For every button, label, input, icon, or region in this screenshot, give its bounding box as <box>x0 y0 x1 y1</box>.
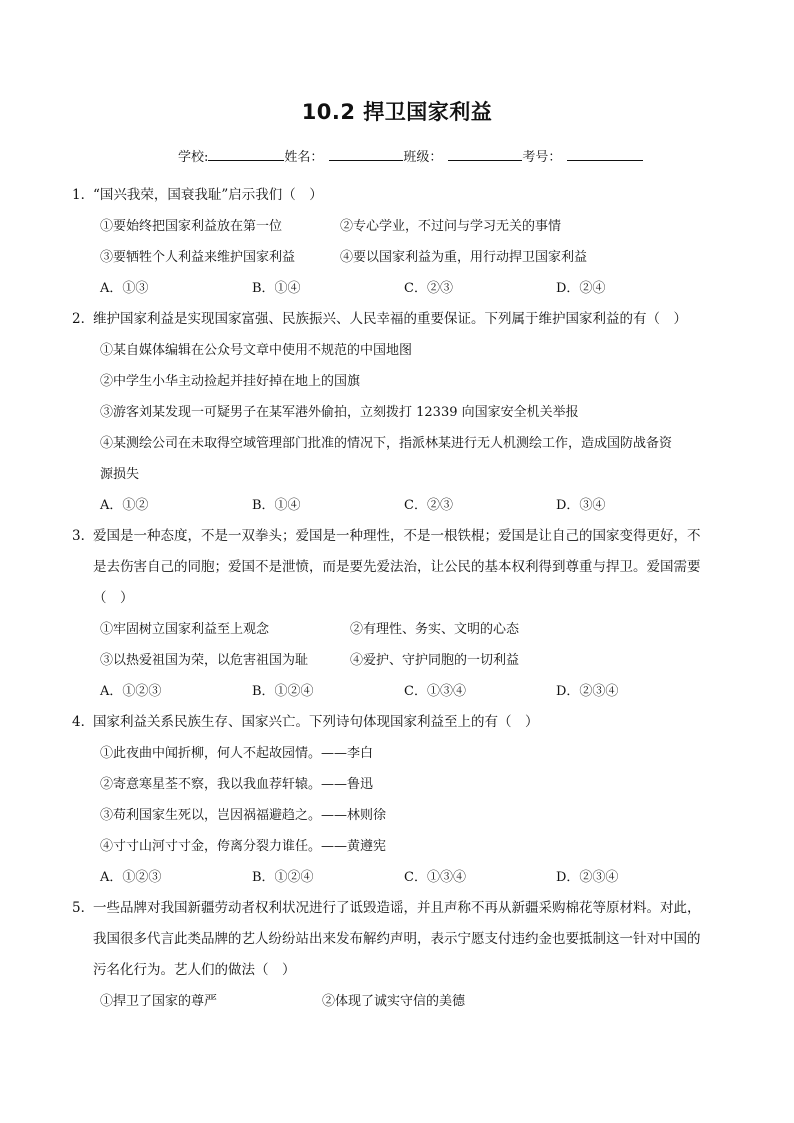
question-stem <box>72 304 732 335</box>
option-item-continuation: 源损失 <box>100 467 140 482</box>
choice-d[interactable]: D．②③④ <box>556 684 619 699</box>
option-item: ③苟利国家生死以，岂因祸福避趋之。——林则徐 <box>100 808 387 823</box>
question-text-line: 是去伤害自己的同胞；爱国不是泄愤，而是要先爱法治，让公民的基本权利得到尊重与捍卫。爱国需要 <box>93 559 701 575</box>
school-label: 学校: <box>178 150 209 165</box>
answer-choices <box>72 862 732 893</box>
choice-b[interactable]: B．①②④ <box>252 684 314 699</box>
question-3 <box>72 521 732 707</box>
option-item: ④寸寸山河寸寸金，侉离分裂力谁任。——黄遵宪 <box>100 839 387 854</box>
option-item: ③游客刘某发现一可疑男子在某军港外偷拍，立刻拨打 12339 向国家安全机关举报 <box>100 405 579 420</box>
question-text-line: （ ） <box>93 590 134 606</box>
question-5 <box>72 893 732 1017</box>
school-blank[interactable] <box>208 148 284 161</box>
question-4 <box>72 707 732 893</box>
option-item: ①某自媒体编辑在公众号文章中使用不规范的中国地图 <box>100 343 413 358</box>
option-item: ④某测绘公司在未取得空域管理部门批准的情况下，指派林某进行无人机测绘工作，造成国防战备资 <box>100 436 673 451</box>
option-item: ②体现了诚实守信的美德 <box>322 994 466 1009</box>
choice-d[interactable]: D．②④ <box>556 281 606 296</box>
choice-c[interactable]: C．②③ <box>404 498 453 513</box>
question-stem <box>72 521 732 614</box>
choice-a[interactable]: A．①②③ <box>100 870 162 885</box>
choice-d[interactable]: D．③④ <box>556 498 606 513</box>
answer-choices <box>72 273 732 304</box>
option-item: ②专心学业，不过问与学习无关的事情 <box>340 219 562 234</box>
option-item: ③以热爱祖国为荣，以危害祖国为耻 <box>100 653 309 668</box>
choice-b[interactable]: B．①④ <box>252 498 301 513</box>
option-item: ①捍卫了国家的尊严 <box>100 994 218 1009</box>
class-label: 班级： <box>403 150 443 165</box>
student-info-line <box>178 146 643 165</box>
question-text-line: 爱国是一种态度，不是一双拳头；爱国是一种理性，不是一根铁棍；爱国是让自己的国家变得更好，不 <box>93 528 701 544</box>
exam-no-blank[interactable] <box>567 148 643 161</box>
question-text: 维护国家利益是实现国家富强、民族振兴、人民幸福的重要保证。下列属于维护国家利益的有（ ） <box>93 311 687 327</box>
option-item: ①此夜曲中闻折柳，何人不起故园情。——李白 <box>100 746 374 761</box>
question-text: “国兴我荣，国衰我耻”启示我们（ ） <box>93 187 323 203</box>
question-2 <box>72 304 732 521</box>
question-1 <box>72 180 732 304</box>
option-item: ④要以国家利益为重，用行动捍卫国家利益 <box>340 250 588 265</box>
option-item: ①牢固树立国家利益至上观念 <box>100 622 270 637</box>
question-text: 国家利益关系民族生存、国家兴亡。下列诗句体现国家利益至上的有（ ） <box>93 714 539 730</box>
question-text-line: 一些品牌对我国新疆劳动者权利状况进行了诋毁造谣，并且声称不再从新疆采购棉花等原材料。对此， <box>93 900 701 916</box>
option-item: ③要牺牲个人利益来维护国家利益 <box>100 250 296 265</box>
question-stem <box>72 180 732 211</box>
option-row <box>72 645 732 676</box>
option-row <box>72 614 732 645</box>
choice-c[interactable]: C．①③④ <box>404 684 466 699</box>
option-item: ②寄意寒星荃不察，我以我血荐轩辕。——鲁迅 <box>100 777 374 792</box>
option-row <box>72 242 732 273</box>
option-row <box>72 986 732 1017</box>
name-blank[interactable] <box>329 148 403 161</box>
page-title: 10.2 捍卫国家利益 <box>301 100 493 124</box>
choice-a[interactable]: A．①③ <box>100 281 149 296</box>
question-number: 5． <box>72 900 95 916</box>
exam-no-label: 考号： <box>522 150 562 165</box>
name-label: 姓名： <box>284 150 324 165</box>
choice-c[interactable]: C．①③④ <box>404 870 466 885</box>
option-item: ④爱护、守护同胞的一切利益 <box>350 653 520 668</box>
question-list <box>72 180 732 1017</box>
choice-b[interactable]: B．①④ <box>252 281 301 296</box>
option-item: ①要始终把国家利益放在第一位 <box>100 219 283 234</box>
question-number: 3． <box>72 528 95 544</box>
question-number: 4． <box>72 714 95 730</box>
question-stem <box>72 707 732 738</box>
option-item: ②中学生小华主动捡起并挂好掉在地上的国旗 <box>100 374 361 389</box>
answer-choices <box>72 676 732 707</box>
question-text-line: 污名化行为。艺人们的做法（ ） <box>93 962 296 978</box>
choice-c[interactable]: C．②③ <box>404 281 453 296</box>
option-row <box>72 211 732 242</box>
answer-choices <box>72 490 732 521</box>
question-number: 1． <box>72 187 95 203</box>
choice-d[interactable]: D．②③④ <box>556 870 619 885</box>
option-item: ②有理性、务实、文明的心态 <box>350 622 520 637</box>
choice-a[interactable]: A．①② <box>100 498 149 513</box>
choice-b[interactable]: B．①②④ <box>252 870 314 885</box>
question-text-line: 我国很多代言此类品牌的艺人纷纷站出来发布解约声明，表示宁愿支付违约金也要抵制这一针对中国的 <box>93 931 701 947</box>
choice-a[interactable]: A．①②③ <box>100 684 162 699</box>
question-stem <box>72 893 732 986</box>
class-blank[interactable] <box>448 148 522 161</box>
question-number: 2． <box>72 311 95 327</box>
